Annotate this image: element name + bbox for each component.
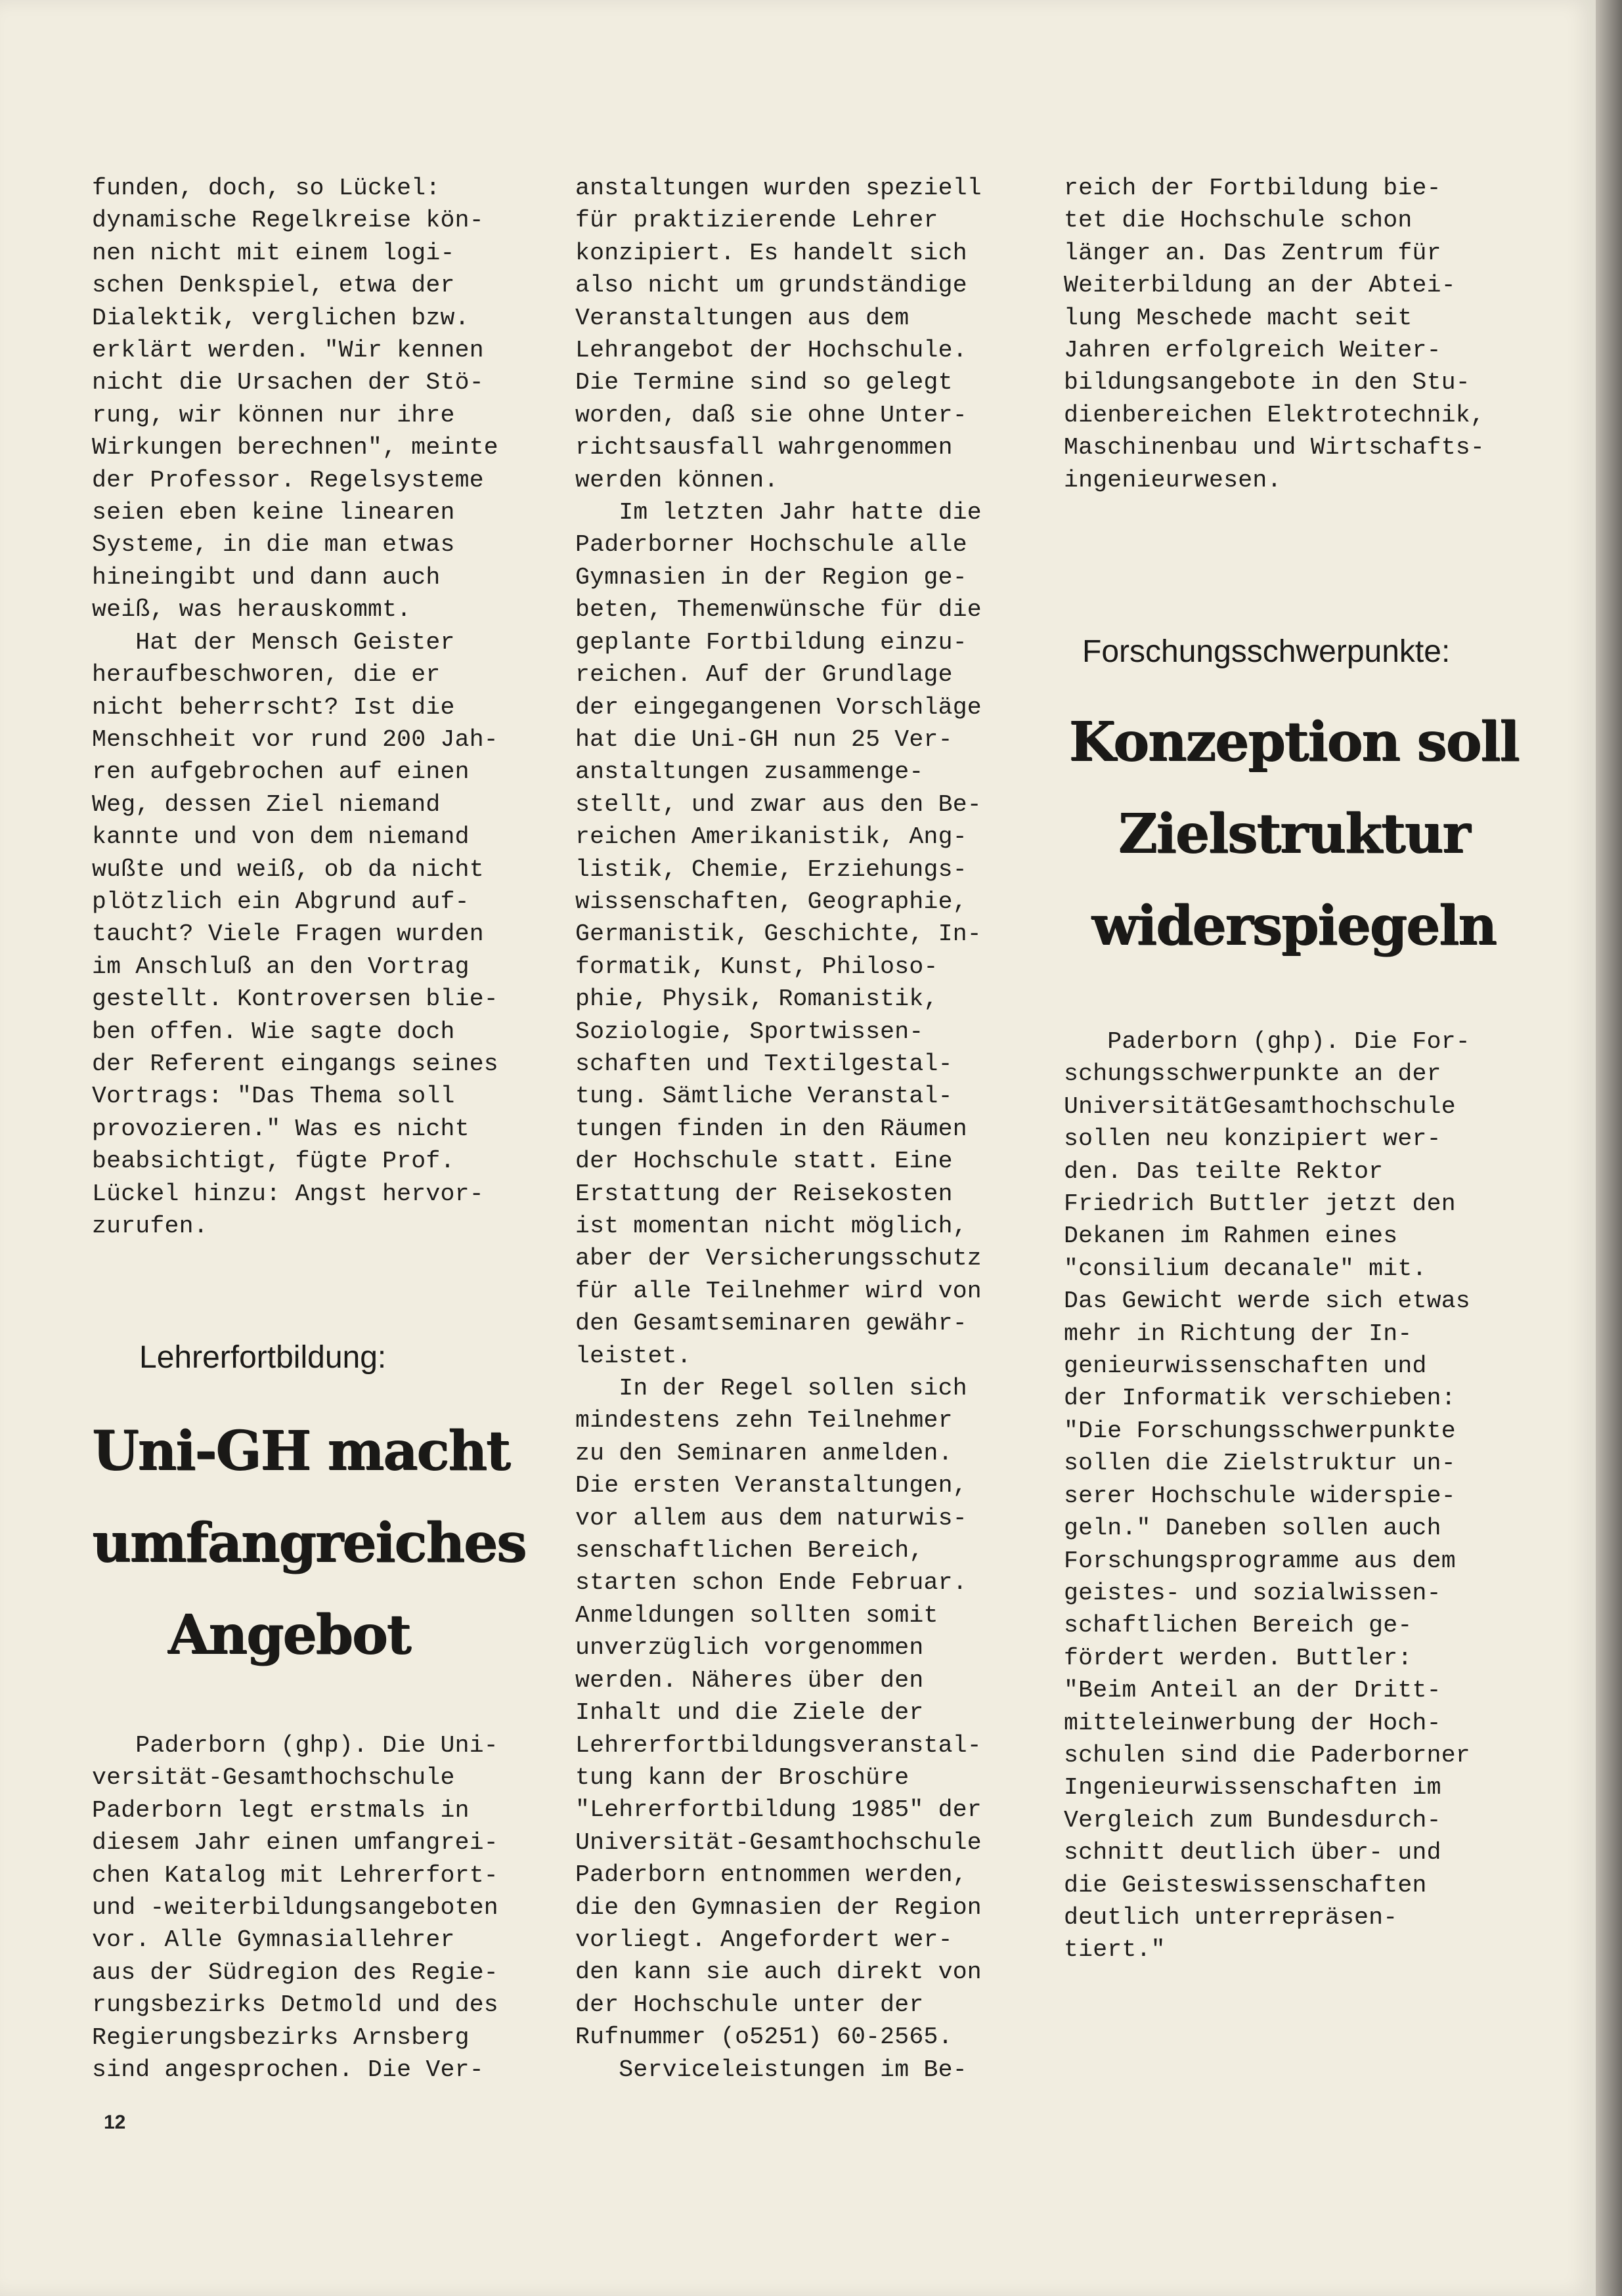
text-line: Weg, dessen Ziel niemand	[92, 791, 441, 818]
page-number: 12	[104, 2112, 126, 2133]
article-2-headline-line-2: Zielstruktur	[1118, 802, 1470, 865]
text-line: geln." Daneben sollen auch	[1064, 1515, 1441, 1542]
text-line: den kann sie auch direkt von	[575, 1959, 982, 1986]
text-line: Paderborn entnommen werden,	[575, 1861, 967, 1889]
text-line: nicht beherrscht? Ist die	[92, 693, 455, 721]
text-line: reichen. Auf der Grundlage	[575, 661, 953, 689]
article-1-headline-line-2: umfangreiches	[92, 1511, 526, 1574]
text-line: reich der Fortbildung bie-	[1064, 175, 1441, 202]
text-line: ist momentan nicht möglich,	[575, 1213, 967, 1240]
text-line: Dialektik, verglichen bzw.	[92, 304, 470, 332]
text-line: anstaltungen wurden speziell	[575, 175, 982, 202]
text-line: beten, Themenwünsche für die	[575, 596, 982, 624]
text-line: Soziologie, Sportwissen-	[575, 1018, 924, 1045]
text-line: Paderborn legt erstmals in	[92, 1796, 470, 1824]
text-line: Vortrags: "Das Thema soll	[92, 1083, 455, 1110]
text-line: Gymnasien in der Region ge-	[575, 563, 967, 591]
text-line: In der Regel sollen sich	[575, 1375, 967, 1402]
text-line: sollen die Zielstruktur un-	[1064, 1450, 1456, 1477]
text-line: Jahren erfolgreich Weiter-	[1064, 337, 1441, 364]
text-line: ingenieurwesen.	[1064, 466, 1282, 494]
text-line: Erstattung der Reisekosten	[575, 1180, 953, 1207]
text-line: Lückel hinzu: Angst hervor-	[92, 1180, 484, 1207]
text-line: tung kann der Broschüre	[575, 1764, 910, 1791]
text-line: Systeme, in die man etwas	[92, 531, 455, 559]
column-2-text	[575, 172, 1048, 2086]
text-line: vor. Alle Gymnasiallehrer	[92, 1926, 455, 1954]
text-line: den. Das teilte Rektor	[1064, 1158, 1384, 1185]
text-line: plötzlich ein Abgrund auf-	[92, 888, 470, 915]
text-line: ren aufgebrochen auf einen	[92, 758, 470, 786]
text-line: schungsschwerpunkte an der	[1064, 1060, 1441, 1088]
column-1-text	[92, 172, 552, 1242]
text-line: Paderborn (ghp). Die Uni-	[92, 1732, 498, 1759]
article-1-body	[92, 1729, 552, 2086]
column-3-continuation	[1064, 172, 1550, 496]
text-line: der eingegangenen Vorschläge	[575, 693, 982, 721]
article-2-body	[1064, 1026, 1550, 1966]
text-line: schaftlichen Bereich ge-	[1064, 1612, 1413, 1639]
text-line: länger an. Das Zentrum für	[1064, 239, 1441, 267]
text-line: senschaftlichen Bereich,	[575, 1537, 924, 1565]
article-2-text	[1064, 1026, 1550, 1966]
text-line: mehr in Richtung der In-	[1064, 1320, 1413, 1347]
text-line: im Anschluß an den Vortrag	[92, 953, 470, 980]
text-line: Lehrangebot der Hochschule.	[575, 337, 967, 364]
text-line: stellt, und zwar aus den Be-	[575, 791, 982, 818]
text-line: und -weiterbildungsangeboten	[92, 1894, 498, 1922]
text-line: der Hochschule statt. Eine	[575, 1148, 953, 1175]
text-line: Im letzten Jahr hatte die	[575, 499, 982, 527]
text-line: schnitt deutlich über- und	[1064, 1839, 1441, 1867]
text-line: Inhalt und die Ziele der	[575, 1699, 924, 1727]
text-line: beabsichtigt, fügte Prof.	[92, 1148, 455, 1175]
text-line: die Geisteswissenschaften	[1064, 1871, 1427, 1899]
text-line: taucht? Viele Fragen wurden	[92, 921, 484, 948]
text-line: versität-Gesamthochschule	[92, 1764, 455, 1792]
text-line: Paderborn (ghp). Die For-	[1064, 1028, 1470, 1055]
text-line: der Informatik verschieben:	[1064, 1385, 1456, 1412]
article-1-headline	[92, 1405, 526, 1681]
text-line: wissenschaften, Geographie,	[575, 888, 967, 915]
text-line: sind angesprochen. Die Ver-	[92, 2056, 484, 2084]
text-line: weiß, was herauskommt.	[92, 596, 412, 624]
text-line: konzipiert. Es handelt sich	[575, 239, 967, 267]
text-line: tiert."	[1064, 1936, 1166, 1964]
text-line: Maschinenbau und Wirtschafts-	[1064, 434, 1485, 462]
article-1-text	[92, 1729, 552, 2086]
text-line: unverzüglich vorgenommen	[575, 1634, 924, 1662]
text-line: Ingenieurwissenschaften im	[1064, 1774, 1441, 1802]
text-line: diesem Jahr einen umfangrei-	[92, 1829, 498, 1857]
text-line: Germanistik, Geschichte, In-	[575, 921, 982, 948]
text-line: dienbereichen Elektrotechnik,	[1064, 401, 1485, 429]
text-line: starten schon Ende Februar.	[575, 1569, 967, 1597]
text-line: den Gesamtseminaren gewähr-	[575, 1310, 967, 1337]
article-2-kicker: Forschungsschwerpunkte:	[1082, 634, 1451, 669]
text-line: heraufbeschworen, die er	[92, 661, 441, 689]
text-line: schaften und Textilgestal-	[575, 1050, 953, 1077]
text-line: richtsausfall wahrgenommen	[575, 434, 953, 462]
text-line: werden. Näheres über den	[575, 1666, 924, 1694]
text-line: mitteleinwerbung der Hoch-	[1064, 1709, 1441, 1737]
text-line: hat die Uni-GH nun 25 Ver-	[575, 726, 953, 753]
text-line: "Beim Anteil an der Dritt-	[1064, 1677, 1441, 1704]
text-line: gestellt. Kontroversen blie-	[92, 986, 498, 1013]
text-line: lung Meschede macht seit	[1064, 304, 1413, 332]
text-line: Universität-Gesamthochschule	[575, 1829, 982, 1856]
text-line: reichen Amerikanistik, Ang-	[575, 823, 967, 851]
text-line: Die Termine sind so gelegt	[575, 369, 953, 397]
text-line: listik, Chemie, Erziehungs-	[575, 856, 967, 883]
text-line: aber der Versicherungsschutz	[575, 1245, 982, 1272]
text-line: nicht die Ursachen der Stö-	[92, 369, 484, 397]
text-line: hineingibt und dann auch	[92, 563, 441, 591]
text-line: für alle Teilnehmer wird von	[575, 1277, 982, 1305]
text-line: funden, doch, so Lückel:	[92, 175, 441, 202]
text-line: Forschungsprogramme aus dem	[1064, 1547, 1456, 1574]
text-line: Wirkungen berechnen", meinte	[92, 434, 498, 462]
text-line: Dekanen im Rahmen eines	[1064, 1223, 1398, 1250]
text-line: nen nicht mit einem logi-	[92, 239, 455, 267]
text-line: kannte und von dem niemand	[92, 823, 470, 851]
text-line: der Hochschule unter der	[575, 1991, 924, 2018]
text-line: "Die Forschungsschwerpunkte	[1064, 1417, 1456, 1444]
text-line: schen Denkspiel, etwa der	[92, 272, 455, 299]
article-2-headline-line-1: Konzeption soll	[1068, 710, 1519, 773]
text-line: rung, wir können nur ihre	[92, 401, 455, 429]
text-line: deutlich unterrepräsen-	[1064, 1903, 1398, 1931]
text-line: Serviceleistungen im Be-	[575, 2056, 967, 2083]
text-line: zu den Seminaren anmelden.	[575, 1439, 953, 1467]
article-1-headline-line-1: Uni-GH macht	[92, 1419, 510, 1483]
text-line: sollen neu konzipiert wer-	[1064, 1125, 1441, 1153]
text-line: werden können.	[575, 466, 779, 494]
text-line: der Professor. Regelsysteme	[92, 466, 484, 494]
article-1-headline-line-3: Angebot	[167, 1603, 410, 1666]
text-line: phie, Physik, Romanistik,	[575, 986, 938, 1013]
text-line: serer Hochschule widerspie-	[1064, 1482, 1456, 1509]
text-line: Hat der Mensch Geister	[92, 628, 455, 656]
article-1-kicker: Lehrerfortbildung:	[139, 1340, 387, 1375]
text-line: bildungsangebote in den Stu-	[1064, 369, 1470, 397]
text-line: provozieren." Was es nicht	[92, 1115, 470, 1142]
text-line: wußte und weiß, ob da nicht	[92, 856, 484, 883]
text-line: also nicht um grundständige	[575, 272, 967, 299]
text-line: Weiterbildung an der Abtei-	[1064, 272, 1456, 299]
text-line: chen Katalog mit Lehrerfort-	[92, 1861, 498, 1889]
text-line: dynamische Regelkreise kön-	[92, 207, 484, 234]
text-line: "consilium decanale" mit.	[1064, 1255, 1427, 1282]
text-line: Paderborner Hochschule alle	[575, 531, 967, 559]
text-line: seien eben keine linearen	[92, 499, 455, 527]
page-edge	[1596, 0, 1622, 2296]
text-line: "Lehrerfortbildung 1985" der	[575, 1796, 982, 1824]
text-line: Anmeldungen sollten somit	[575, 1601, 938, 1629]
text-line: worden, daß sie ohne Unter-	[575, 401, 967, 429]
text-line: geistes- und sozialwissen-	[1064, 1579, 1441, 1607]
text-line: Das Gewicht werde sich etwas	[1064, 1288, 1470, 1315]
article-2-headline-line-3: widerspiegeln	[1091, 894, 1496, 957]
text-line: tungen finden in den Räumen	[575, 1115, 967, 1142]
text-line: für praktizierende Lehrer	[575, 207, 938, 234]
text-line: erklärt werden. "Wir kennen	[92, 337, 484, 364]
text-line: zurufen.	[92, 1213, 208, 1240]
column-3-text	[1064, 172, 1550, 496]
text-line: leistet.	[575, 1342, 691, 1370]
text-line: der Referent eingangs seines	[92, 1050, 498, 1077]
text-line: Die ersten Veranstaltungen,	[575, 1472, 967, 1500]
text-line: die den Gymnasien der Region	[575, 1894, 982, 1921]
text-line: aus der Südregion des Regie-	[92, 1959, 498, 1986]
text-line: Regierungsbezirks Arnsberg	[92, 2024, 470, 2051]
text-line: vorliegt. Angefordert wer-	[575, 1926, 953, 1953]
text-line: rungsbezirks Detmold und des	[92, 1991, 498, 2019]
text-line: formatik, Kunst, Philoso-	[575, 953, 938, 980]
text-line: genieurwissenschaften und	[1064, 1353, 1427, 1380]
text-line: UniversitätGesamthochschule	[1064, 1093, 1456, 1120]
text-line: Vergleich zum Bundesdurch-	[1064, 1806, 1441, 1834]
text-line: Rufnummer (o5251) 60-2565.	[575, 2024, 953, 2051]
text-line: fördert werden. Buttler:	[1064, 1644, 1413, 1672]
text-line: tet die Hochschule schon	[1064, 207, 1413, 234]
column-1-continuation	[92, 172, 552, 1242]
text-line: tung. Sämtliche Veranstal-	[575, 1083, 953, 1110]
column-2	[575, 172, 1048, 2086]
text-line: Lehrerfortbildungsveranstal-	[575, 1731, 982, 1759]
text-line: Friedrich Buttler jetzt den	[1064, 1190, 1456, 1218]
text-line: schulen sind die Paderborner	[1064, 1741, 1470, 1769]
text-line: mindestens zehn Teilnehmer	[575, 1407, 953, 1435]
article-2-headline	[1064, 696, 1523, 972]
text-line: ben offen. Wie sagte doch	[92, 1018, 455, 1045]
text-line: geplante Fortbildung einzu-	[575, 628, 967, 656]
text-line: vor allem aus dem naturwis-	[575, 1504, 967, 1532]
text-line: Menschheit vor rund 200 Jah-	[92, 726, 498, 753]
text-line: Veranstaltungen aus dem	[575, 304, 910, 332]
text-line: anstaltungen zusammenge-	[575, 758, 924, 786]
